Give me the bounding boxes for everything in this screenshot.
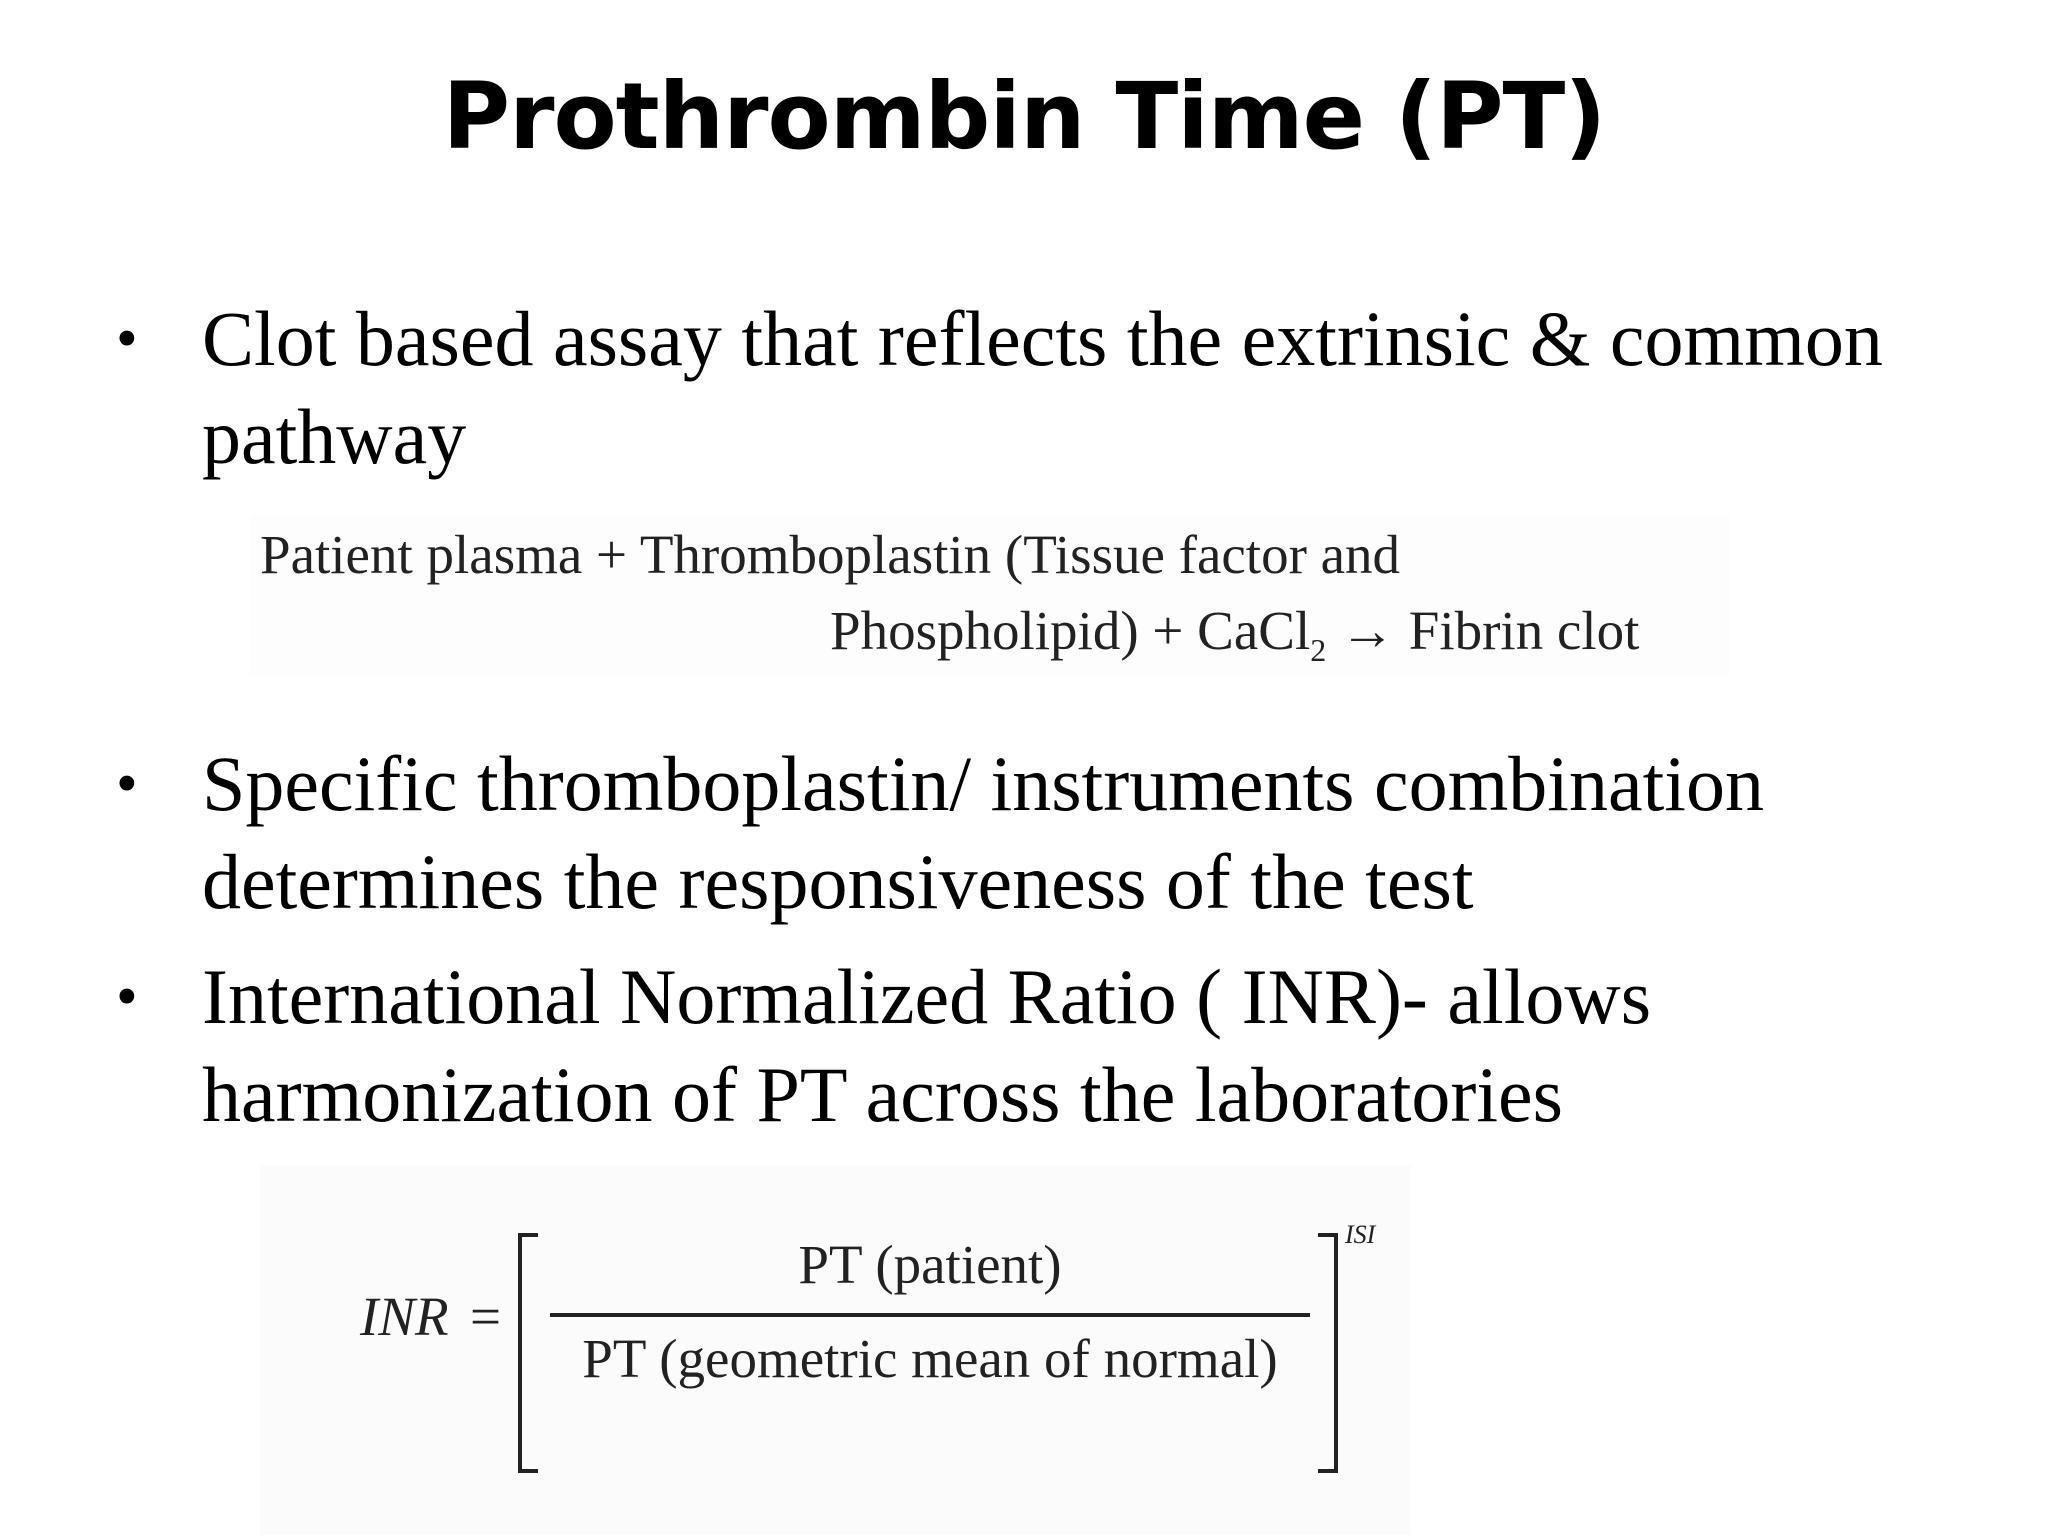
bullet-text: Clot based assay that reflects the extrinsic & common pathway (202, 295, 1883, 480)
isi-exponent: ISI (1345, 1220, 1376, 1249)
left-bracket (518, 1233, 538, 1473)
equation-line-2 (830, 599, 1639, 669)
equation-line-1: Patient plasma + Thromboplastin (Tissue factor and (260, 524, 1401, 585)
equation-line-2-start: Phospholipid) + CaCl (830, 600, 1311, 661)
fraction-numerator: PT (patient) (798, 1234, 1062, 1295)
bullet-text: Specific thromboplastin/ instruments combination determines the responsiveness of the test (202, 740, 1764, 925)
fraction-denominator: PT (geometric mean of normal) (582, 1328, 1278, 1389)
right-bracket (1318, 1233, 1338, 1473)
bullet-marker: • (116, 305, 138, 373)
slide-title: Prothrombin Time (PT) (442, 63, 1606, 170)
inr-lhs: INR (360, 1286, 449, 1347)
fraction-bar (550, 1313, 1310, 1317)
bullet-marker: • (116, 750, 138, 818)
equation-subscript: 2 (1310, 632, 1327, 668)
bullet-marker: • (116, 963, 138, 1031)
inr-formula (260, 1165, 1410, 1535)
equals-sign: = (470, 1286, 502, 1347)
pt-reaction-equation (250, 515, 1730, 675)
bullet-text: International Normalized Ratio ( INR)- allows harmonization of PT across the laboratories (202, 953, 1652, 1138)
equation-line-2-end: → Fibrin clot (1326, 600, 1640, 661)
